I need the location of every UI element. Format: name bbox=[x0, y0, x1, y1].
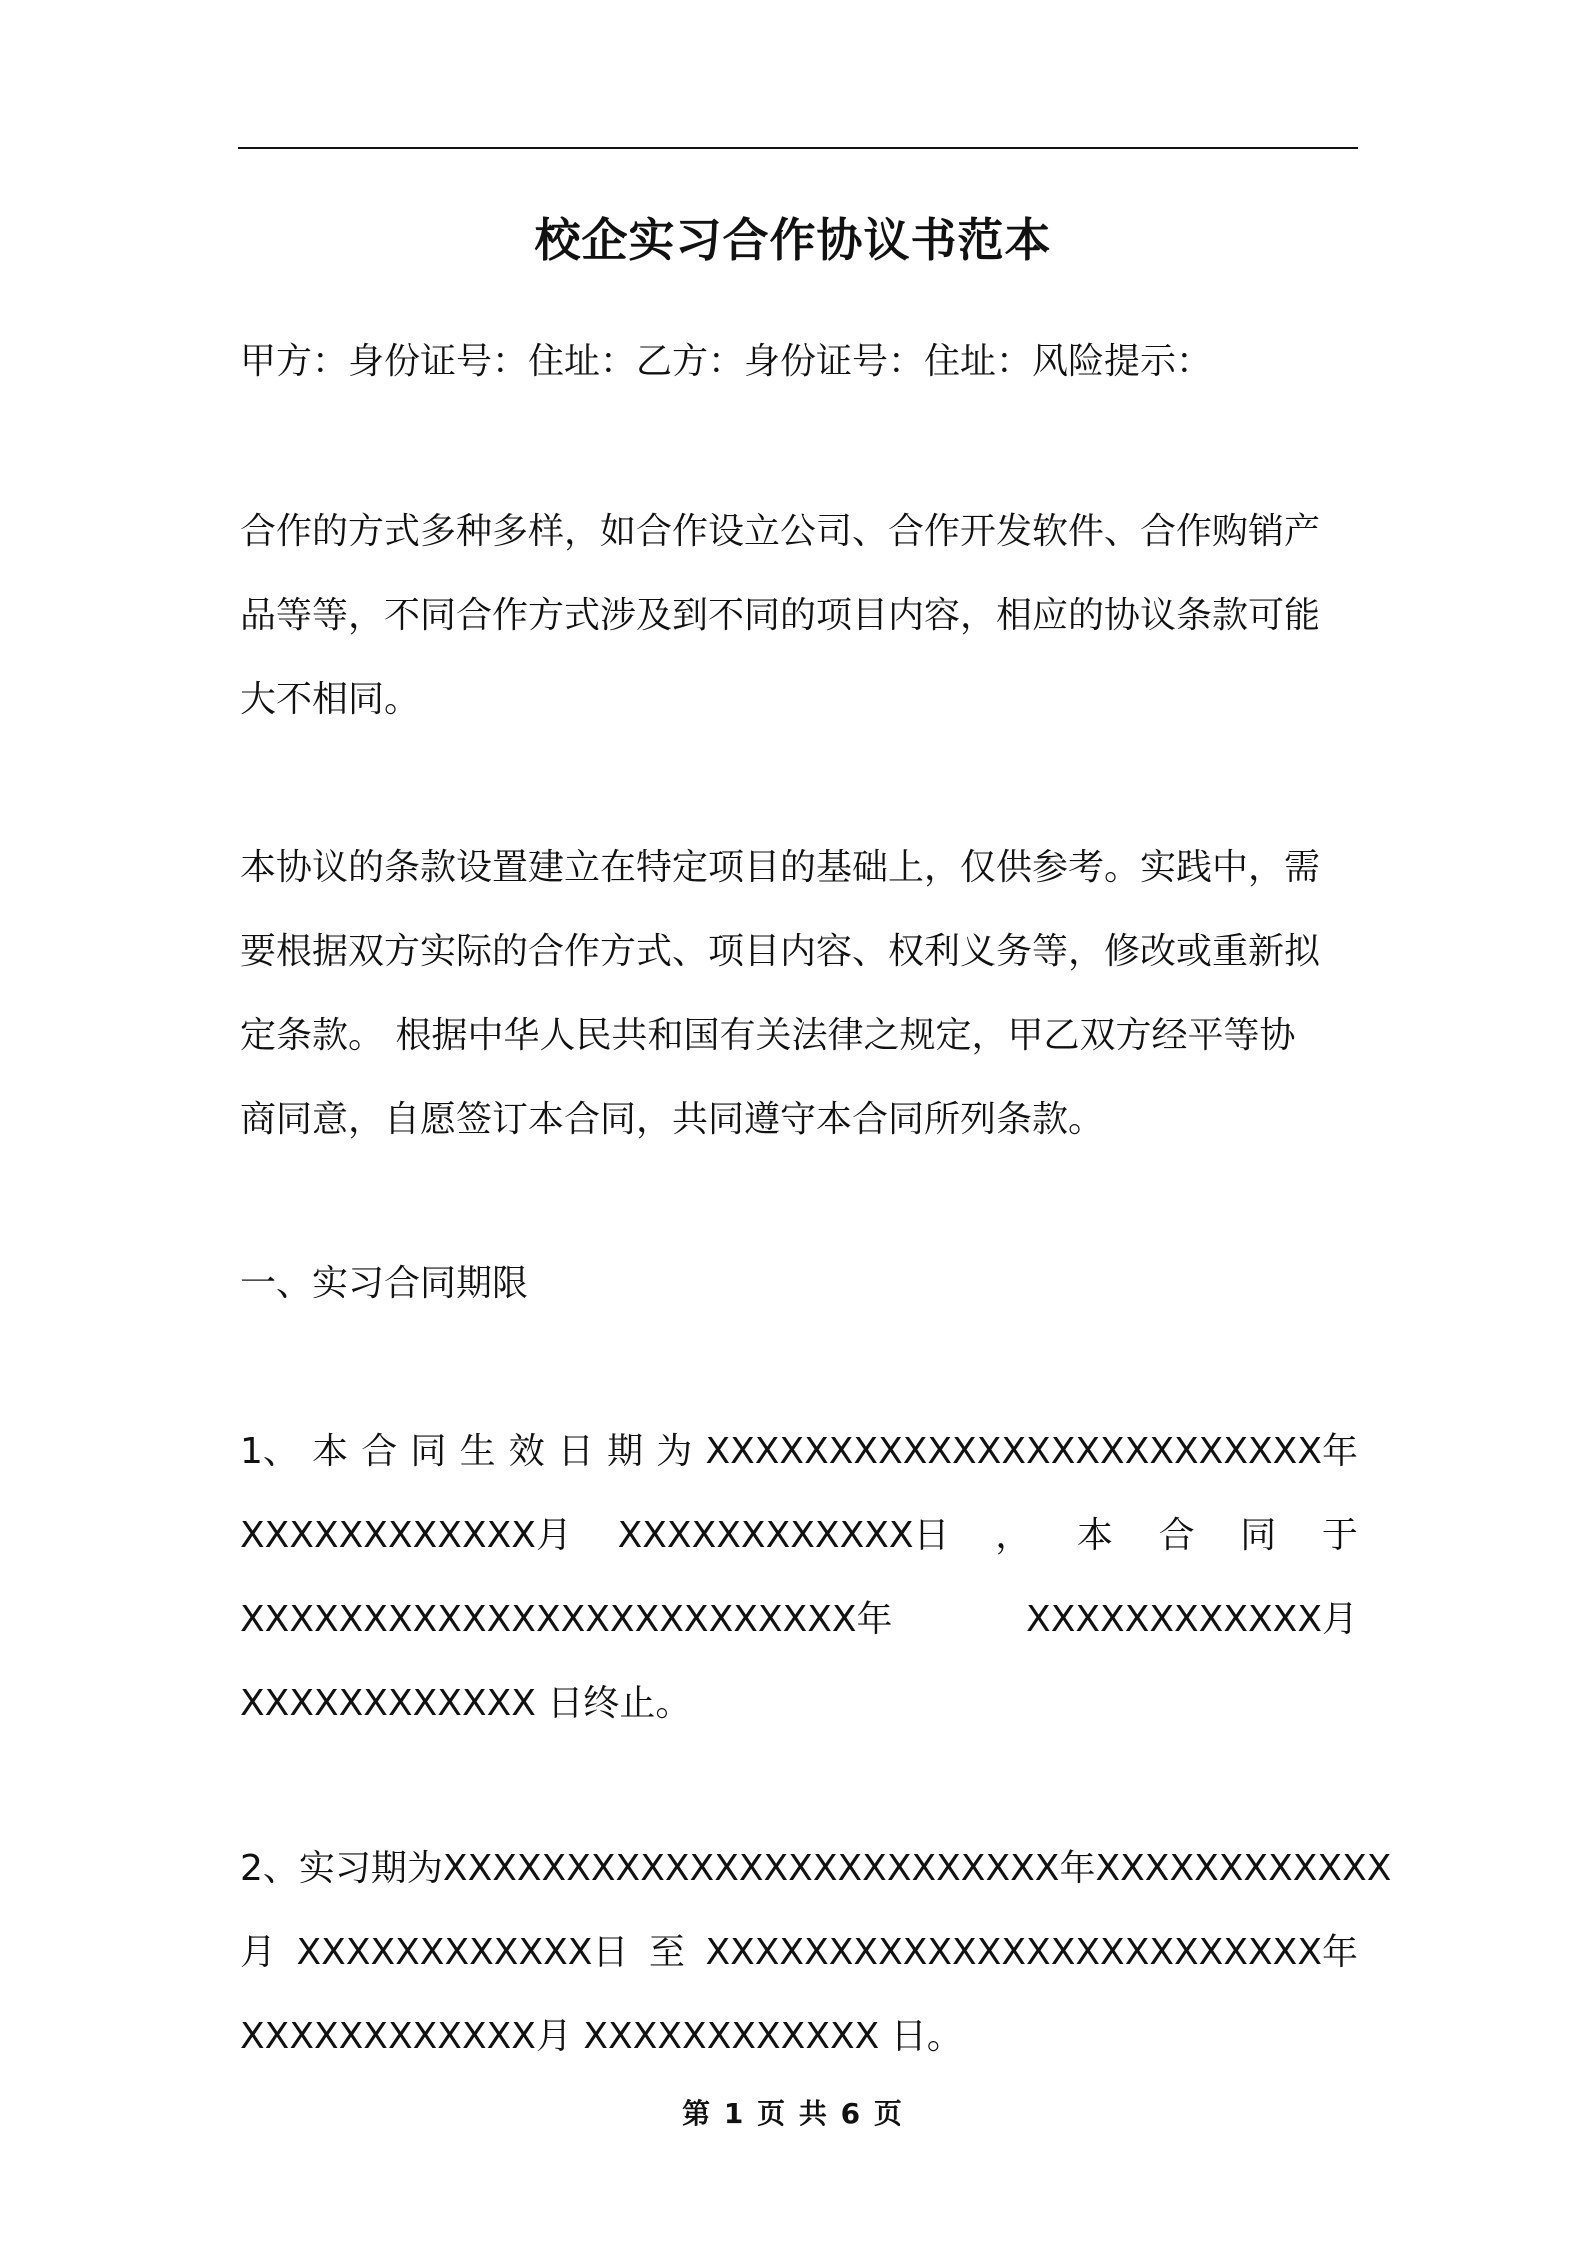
paragraph-line: 定条款。 根据中华人民共和国有关法律之规定，甲乙双方经平等协 bbox=[240, 1015, 1296, 1056]
paragraph-cooperation bbox=[240, 490, 1358, 742]
clause-word: 于 bbox=[1321, 1515, 1358, 1556]
clause-1-line-4: XXXXXXXXXXXX 日终止。 bbox=[240, 1683, 692, 1724]
clause-word: 合 bbox=[361, 1431, 398, 1472]
clause-1-line-2 bbox=[240, 1494, 1358, 1578]
parties-text: 甲方：身份证号：住址：乙方：身份证号：住址：风险提示： bbox=[240, 341, 1213, 382]
clause-word: 为 bbox=[656, 1431, 693, 1472]
clause-word: XXXXXXXXXXXXXXXXXXXXXXXXX年 bbox=[240, 1599, 893, 1640]
clause-word: 生 bbox=[459, 1431, 496, 1472]
paragraph-disclaimer bbox=[240, 826, 1358, 1162]
clause-word: 效 bbox=[508, 1431, 545, 1472]
clause-word: XXXXXXXXXXXX日 bbox=[296, 1932, 629, 1973]
section-heading bbox=[240, 1242, 1358, 1326]
clause-1-line-3 bbox=[240, 1578, 1358, 1662]
clause-word: 同 bbox=[410, 1431, 447, 1472]
paragraph-line: 商同意，自愿签订本合同，共同遵守本合同所列条款。 bbox=[240, 1099, 1105, 1140]
page-number-footer: 第 1 页 共 6 页 bbox=[682, 2097, 904, 2130]
clause-word: 至 bbox=[648, 1932, 685, 1973]
clause-word: 同 bbox=[1240, 1515, 1277, 1556]
paragraph-line: 品等等，不同合作方式涉及到不同的项目内容，相应的协议条款可能 bbox=[240, 595, 1321, 636]
paragraph-line: 要根据双方实际的合作方式、项目内容、权利义务等，修改或重新拟 bbox=[240, 931, 1321, 972]
clause-2-line-3: XXXXXXXXXXXX月 XXXXXXXXXXXX 日。 bbox=[240, 2016, 963, 2057]
clause-word: ， bbox=[995, 1515, 1032, 1556]
section-heading-text: 一、实习合同期限 bbox=[240, 1263, 529, 1304]
paragraph-line: 合作的方式多种多样，如合作设立公司、合作开发软件、合作购销产 bbox=[240, 511, 1321, 552]
clause-word: XXXXXXXXXXXXXXXXXXXXXXXXX年 bbox=[705, 1431, 1358, 1472]
document-title: 校企实习合作协议书范本 bbox=[534, 213, 1052, 267]
paragraph-line: 大不相同。 bbox=[240, 679, 421, 720]
clause-word: XXXXXXXXXXXX月 bbox=[1026, 1599, 1358, 1640]
clause-word: 月 bbox=[240, 1932, 277, 1973]
clause-word: XXXXXXXXXXXX月 bbox=[240, 1515, 572, 1556]
clause-1-line-1 bbox=[240, 1410, 1358, 1494]
clause-word: 期 bbox=[607, 1431, 644, 1472]
clause-word: XXXXXXXXXXXX日 bbox=[617, 1515, 950, 1556]
header-rule bbox=[238, 147, 1358, 149]
clause-2 bbox=[240, 1827, 1392, 2079]
paragraph-line: 本协议的条款设置建立在特定项目的基础上，仅供参考。实践中，需 bbox=[240, 847, 1321, 888]
clause-word: XXXXXXXXXXXXXXXXXXXXXXXXX年 bbox=[705, 1932, 1358, 1973]
clause-word: 日 bbox=[557, 1431, 594, 1472]
clause-word: 本 bbox=[312, 1431, 349, 1472]
clause-1 bbox=[240, 1410, 1358, 1746]
clause-word: 1、 bbox=[240, 1431, 299, 1472]
parties-line bbox=[240, 320, 1358, 404]
clause-word: 本 bbox=[1076, 1515, 1113, 1556]
clause-2-line-2 bbox=[240, 1911, 1358, 1995]
clause-word: 合 bbox=[1158, 1515, 1195, 1556]
clause-2-line-1: 2、实习期为XXXXXXXXXXXXXXXXXXXXXXXXX年XXXXXXXXXXXX bbox=[240, 1848, 1392, 1889]
